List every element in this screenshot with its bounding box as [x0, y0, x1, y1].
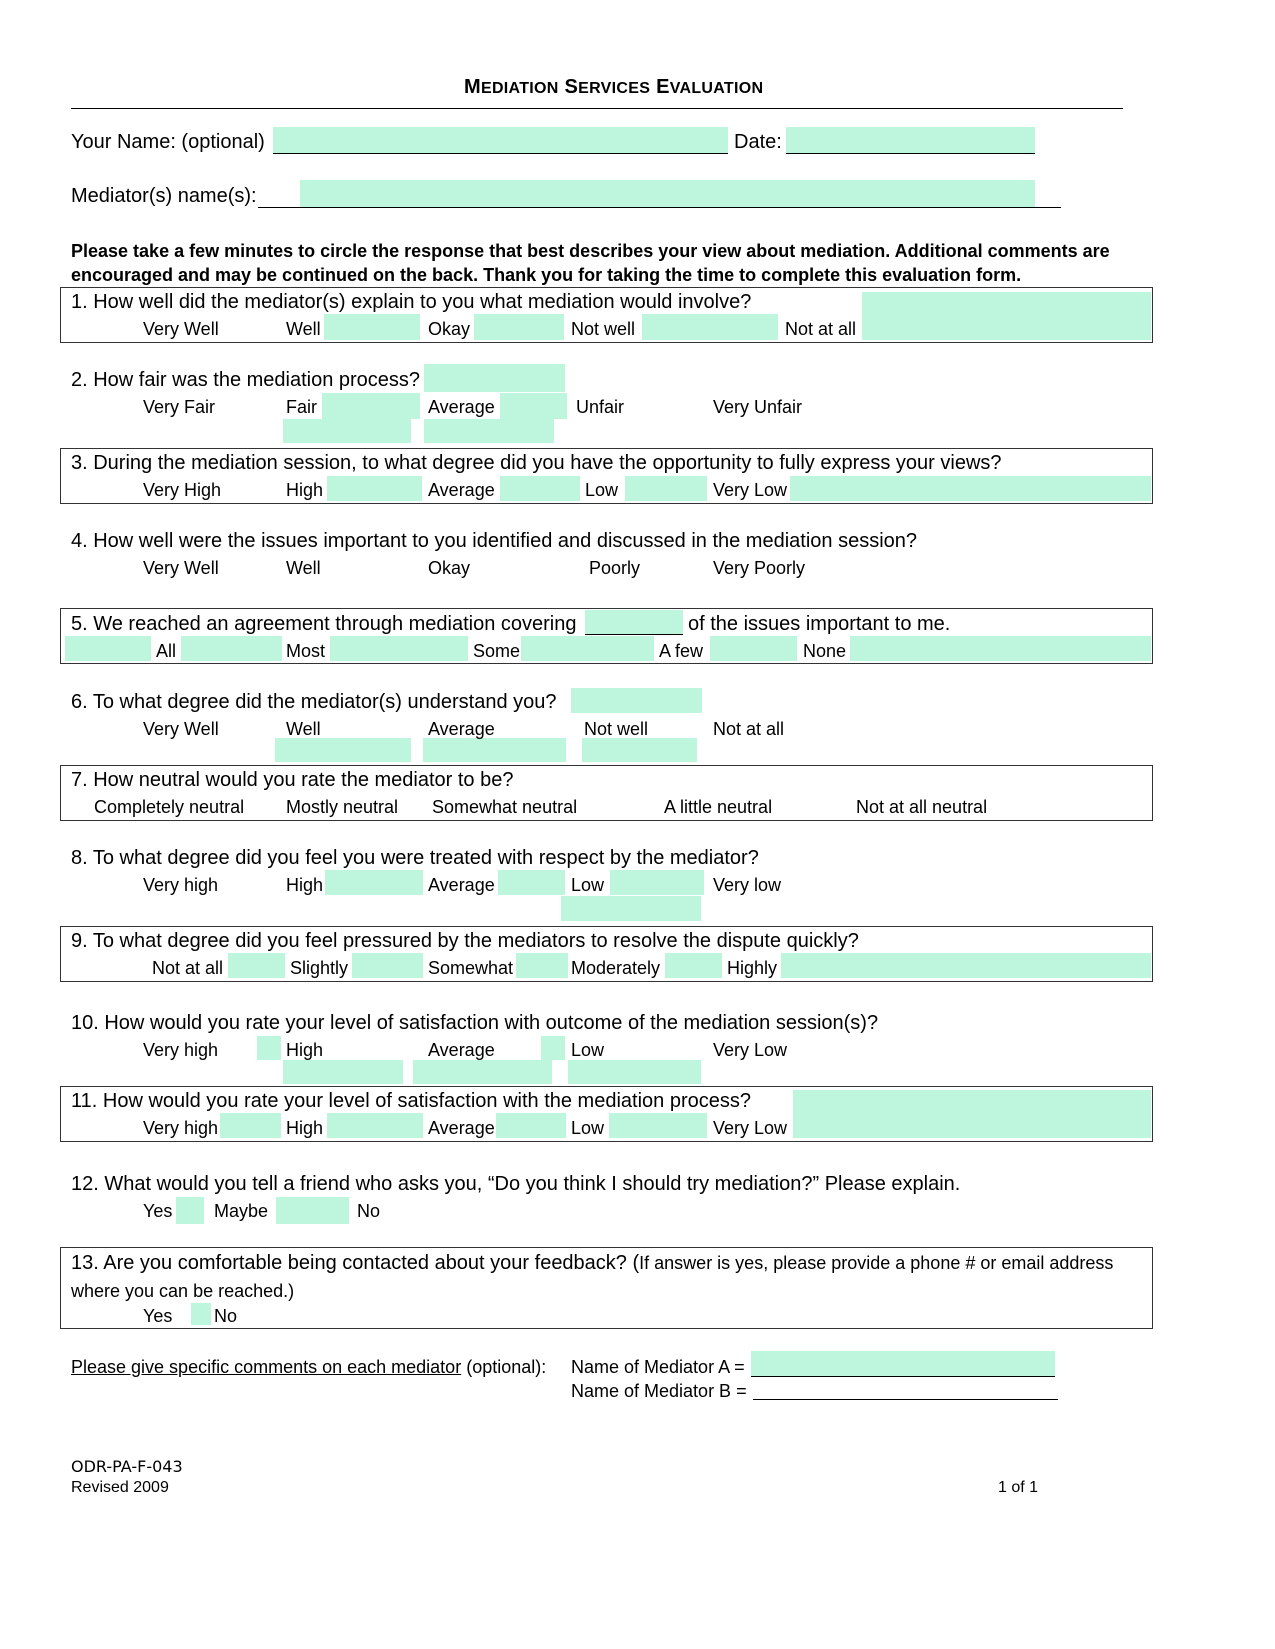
q3-option-low[interactable]: Low: [585, 480, 619, 500]
title-rule: [71, 108, 1123, 109]
q12-field-1[interactable]: [176, 1197, 204, 1224]
q10-field-3[interactable]: [283, 1060, 403, 1084]
q5-option-a-few[interactable]: A few: [659, 641, 704, 661]
q13-text-b: If answer is yes, please provide a phone # or email address: [639, 1253, 1114, 1273]
q2-field-5[interactable]: [424, 419, 554, 443]
q10-option-very-high[interactable]: Very high: [143, 1040, 219, 1060]
q11-field-4[interactable]: [609, 1113, 707, 1138]
q7-option-somewhat-neutral[interactable]: Somewhat neutral: [432, 797, 578, 817]
comments-label: Please give specific comments on each mediator (optional):: [71, 1357, 547, 1377]
mediator-b-underline: [753, 1399, 1058, 1400]
q3-option-high[interactable]: High: [286, 480, 324, 500]
q1-field-3[interactable]: [642, 314, 778, 340]
q13-text-a: 13. Are you comfortable being contacted about your feedback? (: [71, 1252, 640, 1274]
q5-blank-field[interactable]: [585, 610, 683, 634]
q10-option-high[interactable]: High: [286, 1040, 324, 1060]
q8-option-average[interactable]: Average: [428, 875, 495, 895]
q8-field-2[interactable]: [498, 870, 565, 895]
q5-option-most[interactable]: Most: [286, 641, 326, 661]
q9-option-highly[interactable]: Highly: [727, 958, 778, 978]
q10-option-average[interactable]: Average: [428, 1040, 495, 1060]
q9-field-2[interactable]: [352, 953, 423, 978]
q12-field-2[interactable]: [276, 1197, 349, 1224]
q5-option-none[interactable]: None: [803, 641, 847, 661]
date-field[interactable]: [786, 127, 1035, 153]
q11-option-average[interactable]: Average: [428, 1118, 495, 1138]
question-11-text: 11. How would you rate your level of satisfaction with the mediation process?: [71, 1090, 751, 1112]
mediators-underline: [258, 207, 1061, 208]
q8-option-low[interactable]: Low: [571, 875, 605, 895]
q3-field-4[interactable]: [790, 476, 1151, 501]
q2-field-3[interactable]: [500, 393, 567, 419]
form-id: ODR-PA-F-043: [71, 1457, 183, 1476]
q12-option-maybe[interactable]: Maybe: [214, 1201, 269, 1221]
q9-option-somewhat[interactable]: Somewhat: [428, 958, 514, 978]
q13-field-1[interactable]: [191, 1303, 211, 1325]
q1-field-4[interactable]: [862, 292, 1151, 340]
q10-field-1[interactable]: [257, 1036, 281, 1060]
name-field[interactable]: [273, 127, 728, 153]
q11-option-low[interactable]: Low: [571, 1118, 605, 1138]
q5-field-6[interactable]: [850, 636, 1151, 661]
q2-field-4[interactable]: [283, 419, 411, 443]
q9-option-moderately[interactable]: Moderately: [571, 958, 661, 978]
q2-option-average[interactable]: Average: [428, 397, 495, 417]
date-label: Date:: [734, 131, 782, 153]
q9-field-3[interactable]: [516, 953, 568, 978]
name-underline: [273, 153, 728, 154]
question-13-text: [71, 1252, 1113, 1275]
q3-option-very-high[interactable]: Very High: [143, 480, 222, 500]
q2-option-very-unfair[interactable]: Very Unfair: [713, 397, 803, 417]
q13-option-yes[interactable]: Yes: [143, 1306, 173, 1326]
q11-option-high[interactable]: High: [286, 1118, 324, 1138]
q11-field-5[interactable]: [793, 1090, 1151, 1138]
q11-option-very-low[interactable]: Very Low: [713, 1118, 788, 1138]
q9-field-1[interactable]: [228, 953, 285, 978]
q10-field-5[interactable]: [568, 1060, 701, 1084]
question-7-text: 7. How neutral would you rate the mediator to be?: [71, 769, 514, 791]
q10-field-4[interactable]: [413, 1060, 552, 1084]
q4-option-okay[interactable]: Okay: [428, 558, 471, 578]
q1-option-not-well[interactable]: Not well: [571, 319, 636, 339]
mediator-a-label: Name of Mediator A =: [571, 1357, 745, 1377]
question-1-text: 1. How well did the mediator(s) explain to you what mediation would involve?: [71, 291, 752, 313]
question-3-text: 3. During the mediation session, to what degree did you have the opportunity to fully express your views?: [71, 452, 1002, 474]
q5-field-1[interactable]: [65, 636, 151, 661]
q3-option-average[interactable]: Average: [428, 480, 495, 500]
q2-field-2[interactable]: [322, 393, 420, 419]
q7-option-not-at-all-neutral[interactable]: Not at all neutral: [856, 797, 988, 817]
q1-option-very-well[interactable]: Very Well: [143, 319, 219, 339]
q6-field-4[interactable]: [582, 738, 697, 762]
q2-option-unfair[interactable]: Unfair: [576, 397, 625, 417]
q4-option-very-poorly[interactable]: Very Poorly: [713, 558, 806, 578]
q6-field-1[interactable]: [571, 688, 702, 713]
q10-option-low[interactable]: Low: [571, 1040, 605, 1060]
date-underline: [786, 153, 1035, 154]
question-6-text: 6. To what degree did the mediator(s) understand you?: [71, 691, 557, 713]
q11-field-2[interactable]: [327, 1113, 423, 1138]
question-10-text: 10. How would you rate your level of satisfaction with outcome of the mediation session(s)?: [71, 1012, 879, 1034]
q9-field-5[interactable]: [781, 953, 1151, 978]
name-label: Your Name: (optional): [71, 131, 265, 153]
q5-field-4[interactable]: [521, 636, 654, 661]
q3-option-very-low[interactable]: Very Low: [713, 480, 788, 500]
q8-field-4[interactable]: [561, 896, 701, 921]
page-title: MEDIATION SERVICES EVALUATION: [464, 76, 764, 98]
question-9-text: 9. To what degree did you feel pressured by the mediators to resolve the dispute quickly?: [71, 930, 859, 952]
q5-field-2[interactable]: [181, 636, 282, 661]
q6-option-very-well[interactable]: Very Well: [143, 719, 219, 739]
q6-option-well[interactable]: Well: [286, 719, 321, 739]
question-5-text-a: 5. We reached an agreement through mediation covering: [71, 613, 577, 635]
q3-field-3[interactable]: [625, 476, 707, 501]
mediator-a-underline: [751, 1376, 1055, 1377]
mediator-b-label: Name of Mediator B =: [571, 1381, 747, 1401]
q6-field-3[interactable]: [423, 738, 566, 762]
q1-option-okay[interactable]: Okay: [428, 319, 471, 339]
q8-option-very-low[interactable]: Very low: [713, 875, 782, 895]
q8-field-3[interactable]: [610, 870, 704, 895]
q11-field-1[interactable]: [220, 1113, 281, 1138]
q11-option-very-high[interactable]: Very high: [143, 1118, 219, 1138]
q4-option-poorly[interactable]: Poorly: [589, 558, 641, 578]
q11-field-3[interactable]: [496, 1113, 566, 1138]
q7-option-a-little-neutral[interactable]: A little neutral: [664, 797, 773, 817]
page-number: 1 of 1: [998, 1479, 1039, 1496]
question-4-text: 4. How well were the issues important to you identified and discussed in the mediation session?: [71, 530, 918, 552]
q5-field-3[interactable]: [330, 636, 468, 661]
q8-option-very-high[interactable]: Very high: [143, 875, 219, 895]
q1-option-not-at-all[interactable]: Not at all: [785, 319, 857, 339]
q3-field-1[interactable]: [327, 476, 422, 501]
q5-field-5[interactable]: [710, 636, 797, 661]
q1-field-2[interactable]: [474, 314, 564, 340]
q8-field-1[interactable]: [325, 870, 423, 895]
q5-option-some[interactable]: Some: [473, 641, 521, 661]
q8-option-high[interactable]: High: [286, 875, 324, 895]
mediators-label: Mediator(s) name(s):: [71, 185, 257, 207]
q4-option-well[interactable]: Well: [286, 558, 321, 578]
question-12-text: 12. What would you tell a friend who asks you, “Do you think I should try mediation?” Please explain.: [71, 1173, 961, 1195]
q5-option-all[interactable]: All: [156, 641, 177, 661]
q4-option-very-well[interactable]: Very Well: [143, 558, 219, 578]
q6-option-not-at-all[interactable]: Not at all: [713, 719, 785, 739]
q6-option-not-well[interactable]: Not well: [584, 719, 649, 739]
q2-option-fair[interactable]: Fair: [286, 397, 317, 417]
revised-date: Revised 2009: [71, 1479, 169, 1496]
q10-option-very-low[interactable]: Very Low: [713, 1040, 788, 1060]
mediators-field[interactable]: [300, 180, 1035, 207]
question-2-text: 2. How fair was the mediation process?: [71, 369, 421, 391]
q9-field-4[interactable]: [665, 953, 722, 978]
q2-option-very-fair[interactable]: Very Fair: [143, 397, 216, 417]
question-8-text: 8. To what degree did you feel you were treated with respect by the mediator?: [71, 847, 759, 869]
question-5-text-b: of the issues important to me.: [688, 613, 951, 635]
q6-option-average[interactable]: Average: [428, 719, 495, 739]
instructions-line-2: encouraged and may be continued on the back. Thank you for taking the time to complete this evaluation form.: [71, 265, 1022, 285]
question-13-text-c: where you can be reached.): [71, 1281, 295, 1301]
instructions-line-1: Please take a few minutes to circle the response that best describes your view about mediation. Additional comments are: [71, 241, 1110, 261]
q2-field-1[interactable]: [424, 364, 565, 392]
q5-blank-underline: [585, 634, 683, 635]
q1-option-well[interactable]: Well: [286, 319, 321, 339]
q12-option-yes[interactable]: Yes: [143, 1201, 173, 1221]
q9-option-not-at-all[interactable]: Not at all: [152, 958, 224, 978]
q6-field-2[interactable]: [275, 738, 411, 762]
q13-option-no[interactable]: No: [214, 1306, 238, 1326]
q7-option-mostly-neutral[interactable]: Mostly neutral: [286, 797, 399, 817]
q3-field-2[interactable]: [500, 476, 580, 501]
q9-option-slightly[interactable]: Slightly: [290, 958, 349, 978]
q12-option-no[interactable]: No: [357, 1201, 381, 1221]
q10-field-2[interactable]: [541, 1036, 565, 1060]
q1-field-1[interactable]: [324, 314, 420, 340]
q7-option-completely-neutral[interactable]: Completely neutral: [94, 797, 245, 817]
mediator-a-field[interactable]: [751, 1351, 1055, 1376]
